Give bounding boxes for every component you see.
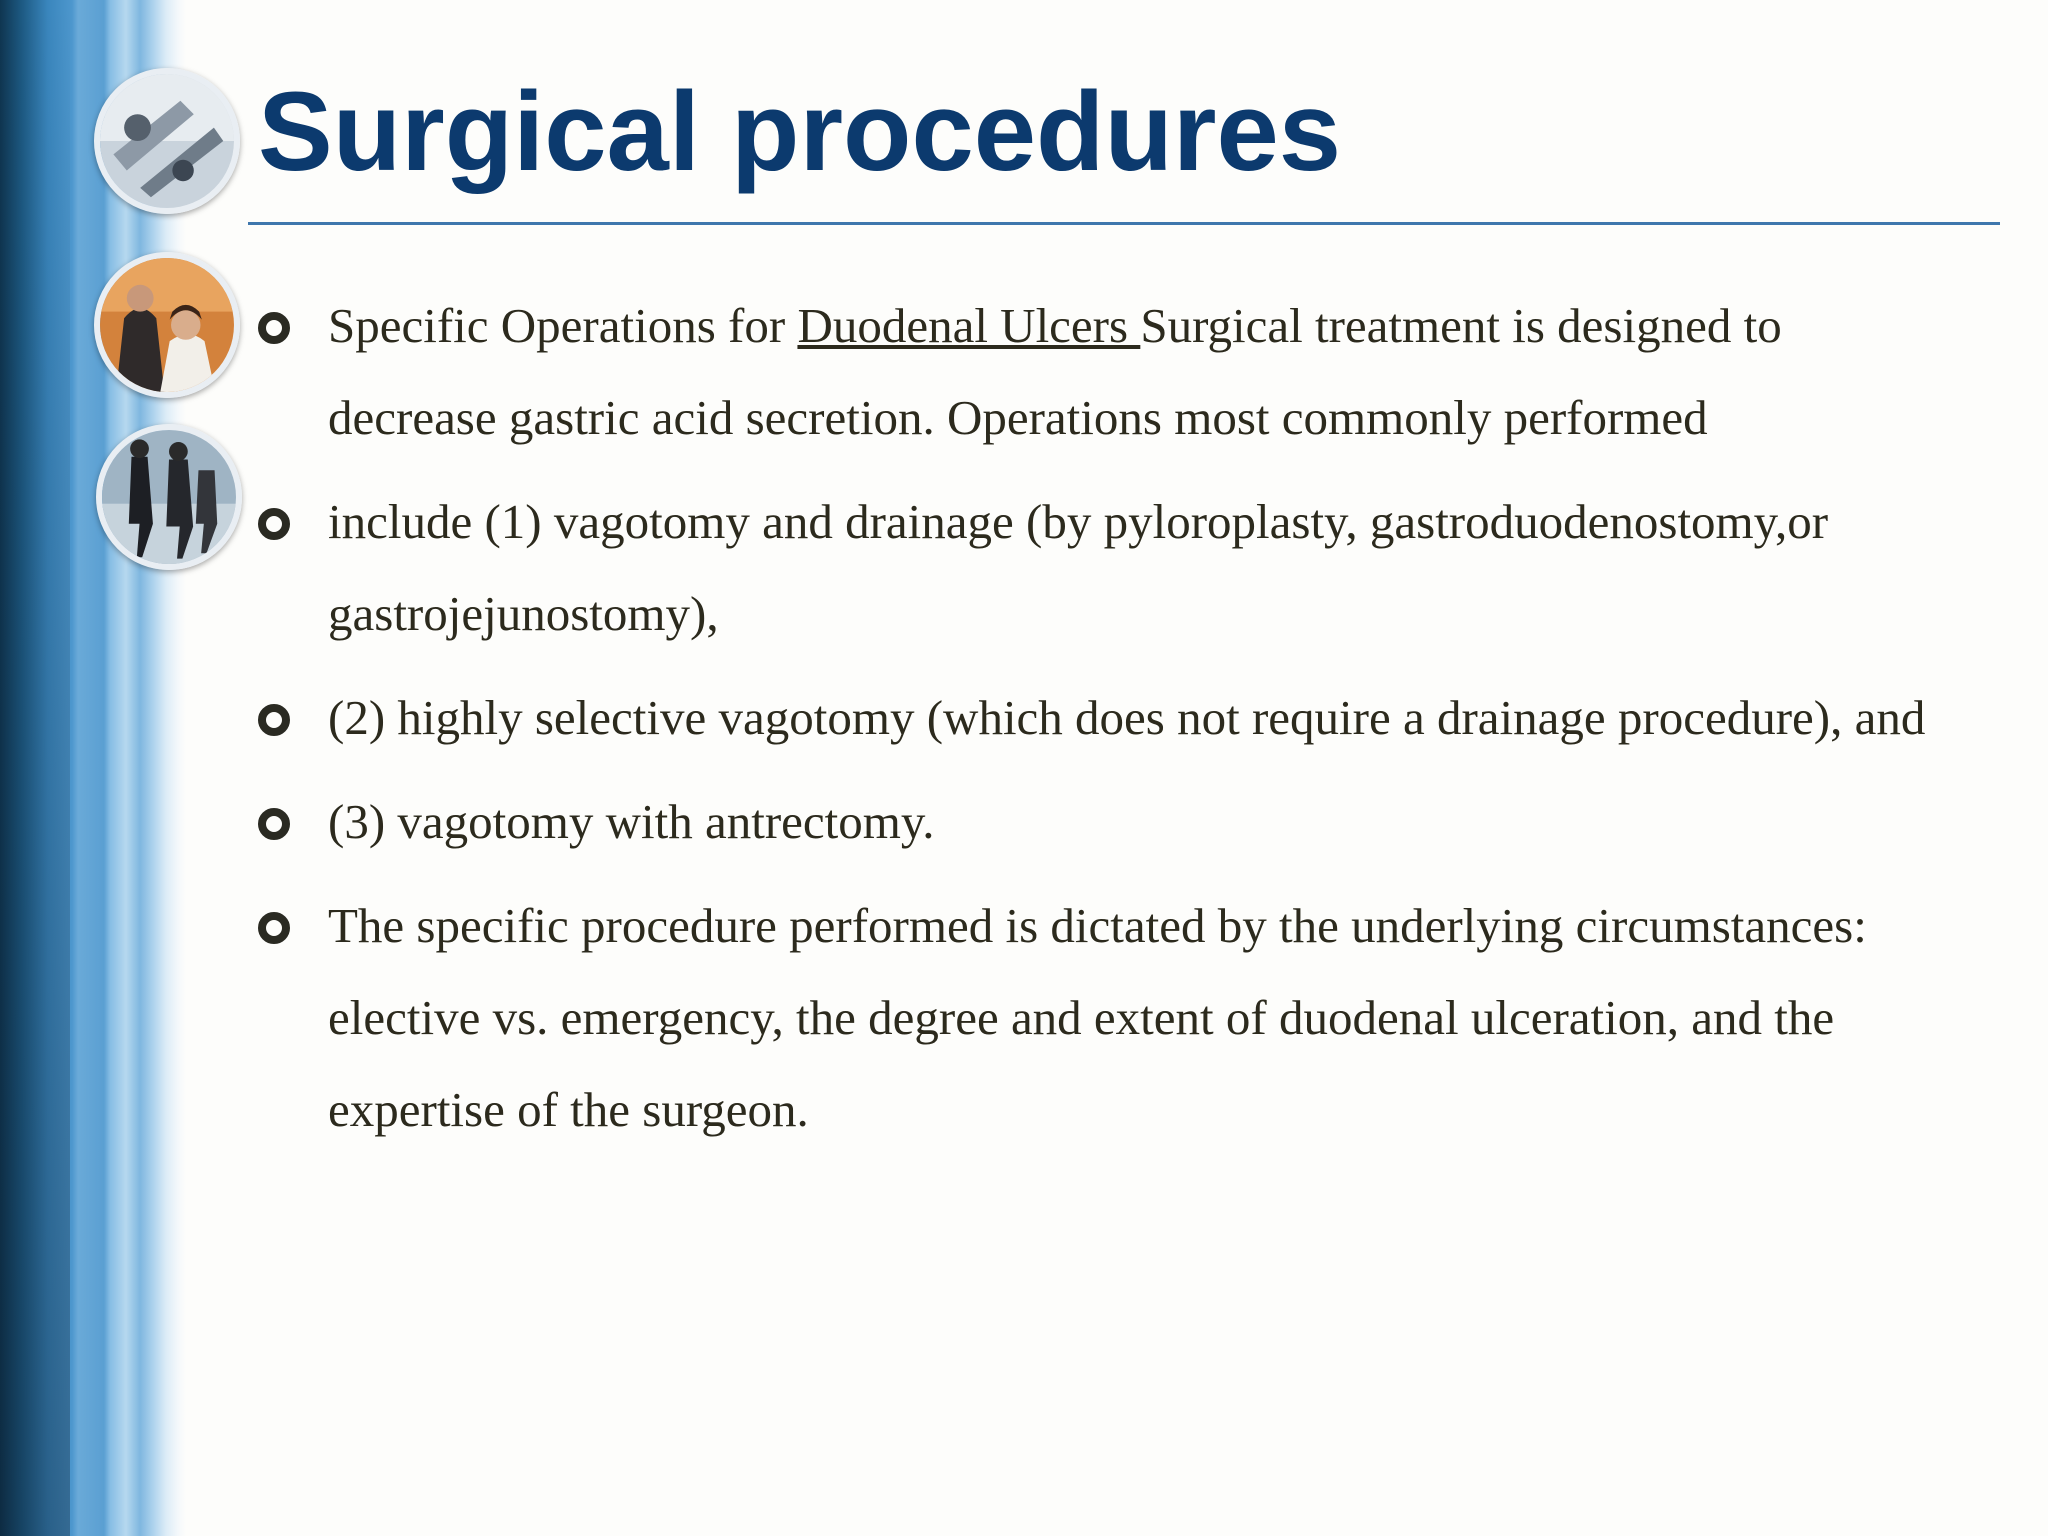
bullet-ring-icon [258, 508, 290, 540]
bullet-item [250, 280, 1950, 464]
bullet-ring-icon [258, 312, 290, 344]
bullet-text: (2) highly selective vagotomy (which does not require a drainage procedure), and [328, 690, 1926, 745]
bullet-list [250, 280, 1950, 1168]
bullet-text-suffix: Surgical treatment is designed to decrease gastric acid secretion. Operations most commonly performed [328, 298, 1782, 445]
bullet-item [250, 776, 1950, 868]
bullet-item [250, 880, 1950, 1156]
business-people-walking-photo [96, 424, 242, 570]
duodenal-ulcers-link[interactable]: Duodenal Ulcers [797, 298, 1141, 353]
side-decorative-band [0, 0, 186, 1536]
surgical-instruments-photo [94, 68, 240, 214]
title-divider [248, 222, 2000, 225]
bullet-text: (3) vagotomy with antrectomy. [328, 794, 935, 849]
bullet-item [250, 672, 1950, 764]
slide-title: Surgical procedures [258, 69, 1342, 194]
bullet-item [250, 476, 1950, 660]
bullet-text: The specific procedure performed is dictated by the underlying circumstances: elective vs. emergency, the degree and extent of duodenal ulceration, and the expertise of the surgeon. [328, 898, 1867, 1137]
bullet-ring-icon [258, 912, 290, 944]
bullet-text: include (1) vagotomy and drainage (by pyloroplasty, gastroduodenostomy,or gastrojejunostomy), [328, 494, 1829, 641]
bullet-text-prefix: Specific Operations for [328, 298, 798, 353]
bullet-ring-icon [258, 704, 290, 736]
doctors-photo [94, 252, 240, 398]
bullet-ring-icon [258, 808, 290, 840]
